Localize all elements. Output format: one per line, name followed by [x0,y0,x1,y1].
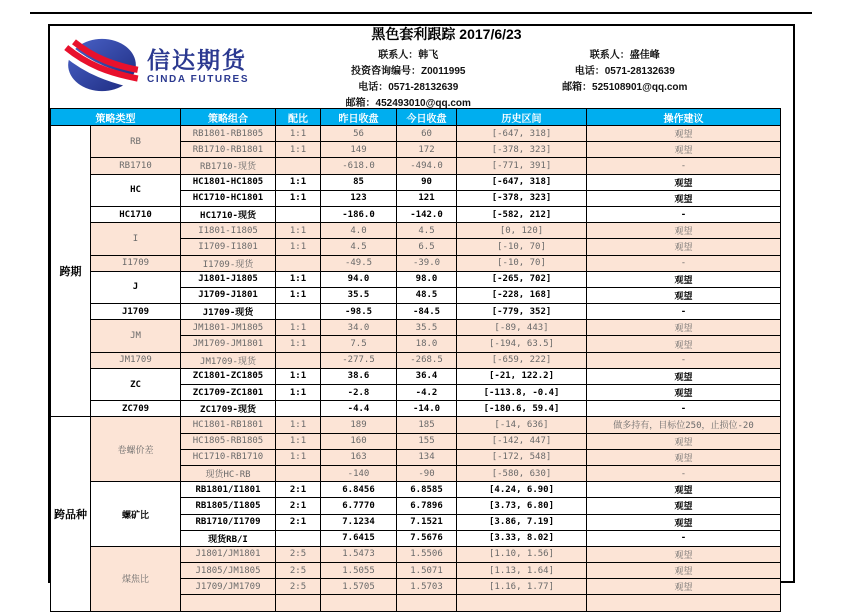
prev-close-cell: 160 [321,433,397,449]
ratio-cell: 2:5 [276,563,321,579]
report-frame [48,24,795,594]
strategy-combo-cell: J1709-J1801 [181,287,276,303]
advice-cell: 观望 [587,287,781,303]
advice-cell: 观望 [587,336,781,352]
advice-cell: - [587,352,781,368]
advice-cell: 观望 [587,449,781,465]
advice-cell: - [587,304,781,320]
advice-cell: - [587,465,781,481]
advice-cell: 观望 [587,579,781,595]
ratio-cell: 1:1 [276,449,321,465]
ratio-cell: 1:1 [276,126,321,142]
prev-close-cell: 4.5 [321,239,397,255]
prev-close-cell: -140 [321,465,397,481]
today-close-cell: -142.0 [397,206,457,222]
table-row [51,174,781,190]
ratio-cell [276,352,321,368]
today-close-cell: 134 [397,449,457,465]
advice-cell: 观望 [587,320,781,336]
strategy-combo-cell: RB1801/I1801 [181,482,276,498]
strategy-combo-cell: HC1710-RB1710 [181,449,276,465]
history-range-cell: [4.24, 6.90] [457,482,587,498]
today-close-cell: 48.5 [397,287,457,303]
history-range-cell: [-10, 70] [457,255,587,271]
company-logo [50,36,300,99]
today-close-cell: -39.0 [397,255,457,271]
prev-close-cell: 7.1234 [321,514,397,530]
today-close-cell: -494.0 [397,158,457,174]
advice-cell: 观望 [587,433,781,449]
history-range-cell: [-194, 63.5] [457,336,587,352]
prev-close-cell: -4.4 [321,401,397,417]
contact-left-person: 联系人：韩飞 [378,50,439,61]
prev-close-cell: 35.5 [321,287,397,303]
table-row [51,223,781,239]
prev-close-cell: 7.6415 [321,530,397,546]
strategy-combo-cell: 现货HC-RB [181,465,276,481]
prev-close-cell: -98.5 [321,304,397,320]
ratio-cell: 2:1 [276,514,321,530]
ratio-cell [276,401,321,417]
ratio-cell: 1:1 [276,271,321,287]
column-header: 历史区间 [457,109,587,126]
today-close-cell: -84.5 [397,304,457,320]
contact-left-license: 投资咨询编号：Z0011995 [351,66,466,77]
ratio-cell: 1:1 [276,368,321,384]
ratio-cell [276,465,321,481]
history-range-cell: [-21, 122.2] [457,368,587,384]
ratio-cell: 1:1 [276,190,321,206]
table-row [51,352,781,368]
strategy-type-cell: JM1709 [91,352,181,368]
history-range-cell: [-89, 443] [457,320,587,336]
strategy-type-cell: 煤焦比 [91,546,181,611]
advice-cell: 做多持有，目标位250，止损位-20 [587,417,781,433]
prev-close-cell: 38.6 [321,368,397,384]
history-range-cell: [1.13, 1.64] [457,563,587,579]
advice-cell: 观望 [587,174,781,190]
advice-cell: 观望 [587,563,781,579]
prev-close-cell: 94.0 [321,271,397,287]
strategy-type-cell: 螺矿比 [91,482,181,547]
today-close-cell: 1.5506 [397,546,457,562]
strategy-combo-cell: J1709/JM1709 [181,579,276,595]
history-range-cell: [3.33, 8.02] [457,530,587,546]
today-close-cell [397,595,457,611]
section-label-cell: 跨品种 [51,417,91,611]
strategy-combo-cell [181,595,276,611]
strategy-combo-cell: HC1805-RB1805 [181,433,276,449]
ratio-cell [276,206,321,222]
strategy-type-cell: ZC709 [91,401,181,417]
contact-right-person: 联系人：盛佳峰 [589,50,660,61]
today-close-cell: 90 [397,174,457,190]
history-range-cell: [1.16, 1.77] [457,579,587,595]
advice-cell: 观望 [587,482,781,498]
strategy-combo-cell: ZC1709-现货 [181,401,276,417]
strategy-combo-cell: RB1710/I1709 [181,514,276,530]
section-label-cell: 跨期 [51,126,91,417]
history-range-cell: [-142, 447] [457,433,587,449]
today-close-cell: 36.4 [397,368,457,384]
history-range-cell: [-378, 323] [457,190,587,206]
strategy-type-cell: JM [91,320,181,352]
strategy-combo-cell: J1709-现货 [181,304,276,320]
advice-cell: - [587,530,781,546]
strategy-combo-cell: HC1710-现货 [181,206,276,222]
prev-close-cell: -186.0 [321,206,397,222]
strategy-type-cell: RB1710 [91,158,181,174]
strategy-combo-cell: ZC1801-ZC1805 [181,368,276,384]
prev-close-cell: 56 [321,126,397,142]
ratio-cell: 2:5 [276,579,321,595]
ratio-cell: 2:1 [276,498,321,514]
ratio-cell: 1:1 [276,336,321,352]
advice-cell: 观望 [587,142,781,158]
table-row [51,417,781,433]
strategy-combo-cell: HC1801-HC1805 [181,174,276,190]
contact-left-email: 邮箱：452493010@qq.com [345,98,471,109]
today-close-cell: 6.5 [397,239,457,255]
prev-close-cell: 4.0 [321,223,397,239]
advice-cell: 观望 [587,385,781,401]
today-close-cell: 172 [397,142,457,158]
column-header: 今日收盘 [397,109,457,126]
advice-cell: - [587,255,781,271]
prev-close-cell: -2.8 [321,385,397,401]
advice-cell: 观望 [587,546,781,562]
today-close-cell: -14.0 [397,401,457,417]
today-close-cell: 1.5703 [397,579,457,595]
table-row [51,126,781,142]
advice-cell: 观望 [587,271,781,287]
strategy-type-cell: HC1710 [91,206,181,222]
today-close-cell: 6.8585 [397,482,457,498]
column-header: 配比 [276,109,321,126]
advice-cell: 观望 [587,514,781,530]
today-close-cell: 7.5676 [397,530,457,546]
company-name-en: CINDA FUTURES [147,74,250,85]
prev-close-cell: 1.5055 [321,563,397,579]
ratio-cell: 1:1 [276,223,321,239]
table-header-row [51,109,781,126]
history-range-cell: [3.86, 7.19] [457,514,587,530]
today-close-cell: 35.5 [397,320,457,336]
strategy-combo-cell: RB1805/I1805 [181,498,276,514]
prev-close-cell: 1.5473 [321,546,397,562]
ratio-cell: 2:5 [276,546,321,562]
ratio-cell: 1:1 [276,142,321,158]
history-range-cell: [-378, 323] [457,142,587,158]
strategy-type-cell: ZC [91,368,181,400]
prev-close-cell: -277.5 [321,352,397,368]
strategy-combo-cell: RB1710-RB1801 [181,142,276,158]
contact-left [300,48,517,112]
prev-close-cell: 189 [321,417,397,433]
column-header: 策略组合 [181,109,276,126]
table-row [51,158,781,174]
ratio-cell: 1:1 [276,239,321,255]
table-row [51,401,781,417]
advice-cell: 观望 [587,223,781,239]
today-close-cell: 155 [397,433,457,449]
table-row [51,546,781,562]
strategy-combo-cell: JM1709-JM1801 [181,336,276,352]
strategy-type-cell: I [91,223,181,255]
advice-cell: - [587,206,781,222]
table-row [51,271,781,287]
strategy-type-cell: HC [91,174,181,206]
strategy-combo-cell: RB1801-RB1805 [181,126,276,142]
today-close-cell: 4.5 [397,223,457,239]
prev-close-cell: 123 [321,190,397,206]
today-close-cell: -4.2 [397,385,457,401]
strategy-combo-cell: J1801/JM1801 [181,546,276,562]
prev-close-cell: 163 [321,449,397,465]
prev-close-cell: -618.0 [321,158,397,174]
ratio-cell [276,158,321,174]
strategy-combo-cell: J1801-J1805 [181,271,276,287]
history-range-cell: [-172, 548] [457,449,587,465]
contact-right [517,48,734,112]
history-range-cell: [-14, 636] [457,417,587,433]
today-close-cell: -90 [397,465,457,481]
today-close-cell: -268.5 [397,352,457,368]
ratio-cell: 1:1 [276,320,321,336]
prev-close-cell: -49.5 [321,255,397,271]
history-range-cell: [0, 120] [457,223,587,239]
table-row [51,255,781,271]
today-close-cell: 60 [397,126,457,142]
strategy-combo-cell: J1805/JM1805 [181,563,276,579]
today-close-cell: 1.5071 [397,563,457,579]
table-row [51,368,781,384]
strategy-combo-cell: HC1710-HC1801 [181,190,276,206]
column-header: 昨日收盘 [321,109,397,126]
strategy-combo-cell: HC1801-RB1801 [181,417,276,433]
table-row [51,304,781,320]
prev-close-cell: 85 [321,174,397,190]
today-close-cell: 185 [397,417,457,433]
strategy-combo-cell: I1801-I1805 [181,223,276,239]
today-close-cell: 7.1521 [397,514,457,530]
history-range-cell: [-265, 702] [457,271,587,287]
ratio-cell [276,304,321,320]
strategy-type-cell: RB [91,126,181,158]
strategy-combo-cell: JM1709-现货 [181,352,276,368]
prev-close-cell: 34.0 [321,320,397,336]
strategy-table [50,108,781,612]
strategy-type-cell: 卷螺价差 [91,417,181,482]
prev-close-cell: 149 [321,142,397,158]
table-row [51,320,781,336]
today-close-cell: 18.0 [397,336,457,352]
contact-right-phone: 电话：0571-28132639 [574,66,675,77]
ratio-cell: 1:1 [276,433,321,449]
strategy-combo-cell: I1709-现货 [181,255,276,271]
strategy-combo-cell: RB1710-现货 [181,158,276,174]
history-range-cell: [-580, 630] [457,465,587,481]
history-range-cell: [-582, 212] [457,206,587,222]
today-close-cell: 6.7896 [397,498,457,514]
prev-close-cell: 6.7770 [321,498,397,514]
advice-cell: - [587,401,781,417]
table-row [51,206,781,222]
advice-cell: 观望 [587,190,781,206]
prev-close-cell: 7.5 [321,336,397,352]
advice-cell: 观望 [587,126,781,142]
ratio-cell: 1:1 [276,174,321,190]
prev-close-cell: 6.8456 [321,482,397,498]
advice-cell: 观望 [587,498,781,514]
prev-close-cell [321,595,397,611]
company-name [147,49,249,85]
ratio-cell [276,255,321,271]
column-header: 策略类型 [51,109,181,126]
contact-right-email: 邮箱：525108901@qq.com [562,82,688,93]
advice-cell: 观望 [587,368,781,384]
history-range-cell: [-647, 318] [457,126,587,142]
table-row [51,482,781,498]
strategy-combo-cell: 现货RB/I [181,530,276,546]
strategy-combo-cell: I1709-I1801 [181,239,276,255]
contact-info [300,22,793,112]
history-range-cell: [-228, 168] [457,287,587,303]
report-title: 黑色套利跟踪 2017/6/23 [371,26,522,42]
strategy-combo-cell: ZC1709-ZC1801 [181,385,276,401]
ratio-cell [276,595,321,611]
history-range-cell [457,595,587,611]
report-header [50,26,793,108]
advice-cell [587,595,781,611]
contact-left-phone: 电话：0571-28132639 [358,82,459,93]
ratio-cell: 1:1 [276,287,321,303]
ratio-cell: 1:1 [276,385,321,401]
cinda-globe-icon [66,36,138,99]
history-range-cell: [3.73, 6.80] [457,498,587,514]
strategy-combo-cell: JM1801-JM1805 [181,320,276,336]
history-range-cell: [-647, 318] [457,174,587,190]
history-range-cell: [-113.8, -0.4] [457,385,587,401]
ratio-cell: 2:1 [276,482,321,498]
strategy-type-cell: I1709 [91,255,181,271]
advice-cell: - [587,158,781,174]
today-close-cell: 98.0 [397,271,457,287]
page-top-rule [30,12,812,14]
today-close-cell: 121 [397,190,457,206]
strategy-type-cell: J1709 [91,304,181,320]
history-range-cell: [-659, 222] [457,352,587,368]
strategy-type-cell: J [91,271,181,303]
history-range-cell: [-10, 70] [457,239,587,255]
history-range-cell: [-779, 352] [457,304,587,320]
prev-close-cell: 1.5705 [321,579,397,595]
ratio-cell [276,530,321,546]
history-range-cell: [-180.6, 59.4] [457,401,587,417]
history-range-cell: [-771, 391] [457,158,587,174]
company-name-cn: 信达期货 [147,47,247,73]
column-header: 操作建议 [587,109,781,126]
advice-cell: 观望 [587,239,781,255]
history-range-cell: [1.10, 1.56] [457,546,587,562]
ratio-cell: 1:1 [276,417,321,433]
